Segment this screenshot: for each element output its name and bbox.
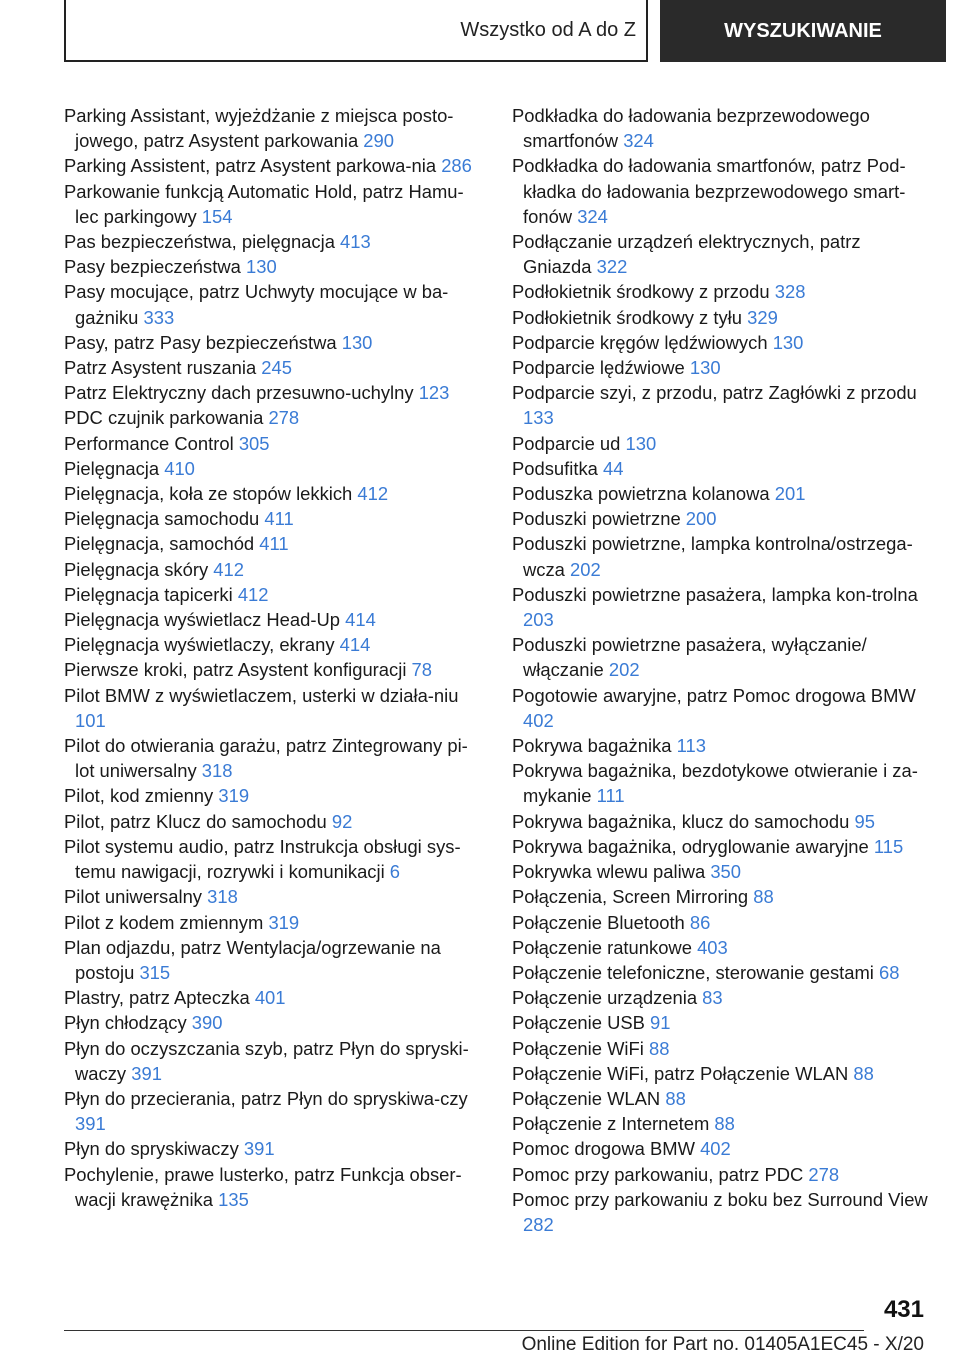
index-entry-text: Pokrywa bagażnika, odryglowanie awaryjne bbox=[512, 835, 869, 857]
index-entry bbox=[512, 305, 932, 330]
index-entry bbox=[64, 557, 484, 582]
page-reference-link[interactable]: 203 bbox=[523, 609, 554, 631]
index-entry bbox=[64, 153, 484, 178]
index-entry-text: Parkowanie funkcją Automatic Hold, patrz Hamu‐lec parkingowy bbox=[64, 180, 464, 227]
index-entry bbox=[512, 910, 932, 935]
index-entry bbox=[64, 254, 484, 279]
page-reference-link[interactable]: 329 bbox=[747, 306, 778, 328]
page-reference-link[interactable]: 411 bbox=[264, 508, 294, 530]
page-reference-link[interactable]: 290 bbox=[363, 130, 394, 152]
index-entry bbox=[64, 380, 484, 405]
page-reference-link[interactable]: 78 bbox=[411, 659, 432, 681]
page-reference-link[interactable]: 324 bbox=[577, 205, 608, 227]
index-entry-text: Połączenie USB bbox=[512, 1012, 645, 1034]
index-entry-text: Plastry, patrz Apteczka bbox=[64, 987, 250, 1009]
index-column-right bbox=[512, 103, 932, 1237]
index-entry-text: Pielęgnacja wyświetlacz Head-Up bbox=[64, 609, 340, 631]
search-tab-label: WYSZUKIWANIE bbox=[724, 19, 882, 42]
index-entry bbox=[512, 758, 932, 808]
index-entry bbox=[512, 456, 932, 481]
footer-text: Online Edition for Part no. 01405A1EC45 - X/20 bbox=[521, 1334, 924, 1355]
index-entry bbox=[64, 531, 484, 556]
index-entry bbox=[512, 506, 932, 531]
index-entry bbox=[512, 632, 932, 682]
index-entry bbox=[512, 809, 932, 834]
index-entry-text: Podłączanie urządzeń elektrycznych, patrz Gniazda bbox=[512, 231, 861, 278]
page-reference-link[interactable]: 130 bbox=[689, 357, 721, 379]
index-entry bbox=[64, 607, 484, 632]
page-reference-link[interactable]: 83 bbox=[702, 987, 723, 1009]
index-entry bbox=[64, 1162, 484, 1212]
index-entry bbox=[64, 733, 484, 783]
index-entry bbox=[64, 884, 484, 909]
index-entry-text: Połączenie telefoniczne, sterowanie gestami bbox=[512, 961, 874, 983]
page-reference-link[interactable]: 414 bbox=[339, 634, 371, 656]
index-entry-text: Połączenie z Internetem bbox=[512, 1113, 710, 1135]
page-reference-link[interactable]: 318 bbox=[207, 886, 238, 908]
index-entry-text: Pasy mocujące, patrz Uchwyty mocujące w ba‐gażniku bbox=[64, 281, 449, 328]
index-entry bbox=[64, 179, 484, 229]
page-reference-link[interactable]: 88 bbox=[714, 1113, 735, 1135]
index-entry-text: Pokrywa bagażnika, klucz do samochodu bbox=[512, 810, 850, 832]
section-title: Wszystko od A do Z bbox=[460, 18, 636, 41]
index-entry-text: Pilot BMW z wyświetlaczem, usterki w działa‐niu bbox=[64, 684, 459, 706]
page-reference-link[interactable]: 101 bbox=[75, 709, 106, 731]
index-entry-text: Pielęgnacja bbox=[64, 457, 160, 479]
page-reference-link[interactable]: 202 bbox=[570, 558, 601, 580]
index-entry-text: Pasy bezpieczeństwa bbox=[64, 256, 241, 278]
index-entry-text: Płyn chłodzący bbox=[64, 1012, 187, 1034]
index-entry bbox=[64, 1010, 484, 1035]
index-entry bbox=[64, 355, 484, 380]
index-entry bbox=[64, 683, 484, 733]
index-entry-text: Podparcie kręgów lędźwiowych bbox=[512, 331, 768, 353]
index-entry-text: Połączenie WLAN bbox=[512, 1087, 661, 1109]
index-entry bbox=[512, 103, 932, 153]
index-entry-text: Pilot z kodem zmiennym bbox=[64, 911, 264, 933]
index-entry bbox=[512, 431, 932, 456]
index-entry-text: Pilot do otwierania garażu, patrz Zintegrowany pi‐lot uniwersalny bbox=[64, 735, 468, 782]
index-entry-text: Parking Assistent, patrz Asystent parkowa‐nia bbox=[64, 155, 437, 177]
page-reference-link[interactable]: 88 bbox=[853, 1062, 874, 1084]
index-entry-text: Pielęgnacja wyświetlaczy, ekrany bbox=[64, 634, 335, 656]
index-entry-text: Pochylenie, prawe lusterko, patrz Funkcja obser‐wacji krawężnika bbox=[64, 1163, 462, 1210]
page-reference-link[interactable]: 319 bbox=[268, 911, 300, 933]
page-reference-link[interactable]: 318 bbox=[201, 760, 233, 782]
page-reference-link[interactable]: 135 bbox=[218, 1188, 249, 1210]
page-reference-link[interactable]: 278 bbox=[808, 1163, 840, 1185]
index-entry bbox=[512, 884, 932, 909]
page-reference-link[interactable]: 245 bbox=[261, 357, 292, 379]
page-reference-link[interactable]: 414 bbox=[345, 609, 376, 631]
page-reference-link[interactable]: 315 bbox=[139, 961, 171, 983]
index-entry-text: Pokrywka wlewu paliwa bbox=[512, 861, 706, 883]
page-reference-link[interactable]: 88 bbox=[753, 886, 774, 908]
index-entry bbox=[64, 657, 484, 682]
index-entry bbox=[512, 481, 932, 506]
index-entry bbox=[64, 809, 484, 834]
index-entry-text: Pielęgnacja tapicerki bbox=[64, 583, 233, 605]
index-entry-text: Pokrywa bagażnika bbox=[512, 735, 672, 757]
page-reference-link[interactable]: 202 bbox=[608, 659, 640, 681]
page-number: 431 bbox=[883, 1296, 924, 1323]
page-reference-link[interactable]: 286 bbox=[441, 155, 472, 177]
index-entry bbox=[512, 1111, 932, 1136]
index-entry bbox=[512, 1187, 932, 1237]
index-entry bbox=[512, 1136, 932, 1161]
page-reference-link[interactable]: 154 bbox=[201, 205, 233, 227]
footer bbox=[0, 1334, 960, 1356]
index-entry bbox=[512, 834, 932, 859]
index-entry-text: Poduszki powietrzne pasażera, wyłączanie/ włączanie bbox=[512, 634, 867, 681]
index-entry bbox=[64, 1036, 484, 1086]
index-entry bbox=[512, 531, 932, 581]
index-entry-text: Poduszka powietrzna kolanowa bbox=[512, 483, 770, 505]
page-reference-link[interactable]: 86 bbox=[689, 911, 711, 933]
index-entry bbox=[512, 380, 932, 430]
index-entry-text: Pasy, patrz Pasy bezpieczeństwa bbox=[64, 331, 337, 353]
index-entry-text: Płyn do spryskiwaczy bbox=[64, 1138, 239, 1160]
section-header bbox=[64, 0, 648, 62]
index-entry bbox=[512, 582, 932, 632]
page-reference-link[interactable]: 111 bbox=[596, 785, 625, 807]
index-entry-text: Połączenia, Screen Mirroring bbox=[512, 886, 749, 908]
page-reference-link[interactable]: 411 bbox=[259, 533, 289, 555]
index-entry bbox=[64, 405, 484, 430]
page-reference-link[interactable]: 6 bbox=[389, 861, 401, 883]
index-entry-text: Pierwsze kroki, patrz Asystent konfiguracji bbox=[64, 659, 407, 681]
index-entry bbox=[64, 783, 484, 808]
index-entry-text: Podłokietnik środkowy z tyłu bbox=[512, 306, 742, 328]
index-entry bbox=[512, 355, 932, 380]
index-entry-text: Performance Control bbox=[64, 432, 234, 454]
page-reference-link[interactable]: 200 bbox=[685, 508, 717, 530]
index-entry bbox=[64, 481, 484, 506]
index-entry-text: Poduszki powietrzne pasażera, lampka kon‐trolna bbox=[512, 583, 918, 605]
page-reference-link[interactable]: 412 bbox=[213, 558, 244, 580]
index-entry bbox=[64, 985, 484, 1010]
page-reference-link[interactable]: 401 bbox=[254, 987, 286, 1009]
index-entry-text: Pielęgnacja skóry bbox=[64, 558, 209, 580]
page-reference-link[interactable]: 44 bbox=[603, 457, 624, 479]
page-reference-link[interactable]: 282 bbox=[523, 1213, 554, 1235]
index-entry bbox=[64, 229, 484, 254]
page-reference-link[interactable]: 328 bbox=[774, 281, 806, 303]
index-entry bbox=[512, 683, 932, 733]
index-entry bbox=[512, 1086, 932, 1111]
page-reference-link[interactable]: 319 bbox=[218, 785, 250, 807]
page-reference-link[interactable]: 130 bbox=[772, 331, 804, 353]
index-column-left bbox=[64, 103, 484, 1212]
page-reference-link[interactable]: 278 bbox=[268, 407, 300, 429]
footer-divider bbox=[64, 1330, 864, 1331]
page-reference-link[interactable]: 133 bbox=[523, 407, 554, 429]
index-entry-text: Płyn do przecierania, patrz Płyn do spryskiwa‐czy bbox=[64, 1087, 468, 1109]
index-entry-text: PDC czujnik parkowania bbox=[64, 407, 264, 429]
page-reference-link[interactable]: 402 bbox=[700, 1138, 731, 1160]
index-entry-text: Połączenie Bluetooth bbox=[512, 911, 685, 933]
page-reference-link[interactable]: 324 bbox=[623, 130, 654, 152]
index-entry bbox=[64, 506, 484, 531]
page-reference-link[interactable]: 95 bbox=[854, 810, 875, 832]
page-reference-link[interactable]: 322 bbox=[596, 256, 628, 278]
page-reference-link[interactable]: 113 bbox=[676, 735, 706, 757]
index-entry-text: Płyn do oczyszczania szyb, patrz Płyn do spryski‐waczy bbox=[64, 1037, 469, 1084]
index-entry-text: Pas bezpieczeństwa, pielęgnacja bbox=[64, 231, 335, 253]
index-entry bbox=[512, 1036, 932, 1061]
page-reference-link[interactable]: 410 bbox=[164, 457, 195, 479]
index-entry bbox=[64, 582, 484, 607]
page-reference-link[interactable]: 130 bbox=[625, 432, 657, 454]
page-reference-link[interactable]: 391 bbox=[75, 1113, 106, 1135]
page-reference-link[interactable]: 88 bbox=[648, 1037, 670, 1059]
search-tab[interactable] bbox=[660, 0, 946, 62]
index-entry-text: Podparcie lędźwiowe bbox=[512, 357, 685, 379]
index-entry bbox=[512, 1061, 932, 1086]
index-entry bbox=[64, 431, 484, 456]
index-entry-text: Połączenie urządzenia bbox=[512, 987, 698, 1009]
page-reference-link[interactable]: 130 bbox=[245, 256, 277, 278]
index-entry-text: Podparcie szyi, z przodu, patrz Zagłówki z przodu bbox=[512, 382, 917, 404]
page-reference-link[interactable]: 390 bbox=[191, 1012, 223, 1034]
page-reference-link[interactable]: 91 bbox=[650, 1012, 671, 1034]
index-entry bbox=[64, 910, 484, 935]
index-entry bbox=[64, 456, 484, 481]
index-entry-text: Pilot, patrz Klucz do samochodu bbox=[64, 810, 327, 832]
page-reference-link[interactable]: 412 bbox=[237, 583, 269, 605]
index-entry-text: Plan odjazdu, patrz Wentylacja/ogrzewanie na postoju bbox=[64, 936, 441, 983]
index-entry-text: Połączenie WiFi, patrz Połączenie WLAN bbox=[512, 1062, 849, 1084]
index-entry-text: Podłokietnik środkowy z przodu bbox=[512, 281, 770, 303]
index-entry bbox=[512, 733, 932, 758]
index-entry-text: Podkładka do ładowania bezprzewodowego smartfonów bbox=[512, 105, 870, 152]
page-reference-link[interactable]: 333 bbox=[143, 306, 175, 328]
index-entry-text: Pilot, kod zmienny bbox=[64, 785, 214, 807]
index-entry bbox=[64, 632, 484, 657]
index-entry bbox=[512, 859, 932, 884]
page-reference-link[interactable]: 350 bbox=[710, 861, 741, 883]
index-entry-text: Patrz Elektryczny dach przesuwno-uchylny bbox=[64, 382, 414, 404]
page-reference-link[interactable]: 412 bbox=[357, 483, 389, 505]
index-entry bbox=[512, 279, 932, 304]
index-entry bbox=[512, 330, 932, 355]
index-entry-text: Pielęgnacja samochodu bbox=[64, 508, 260, 530]
page-reference-link[interactable]: 391 bbox=[243, 1138, 275, 1160]
index-entry-text: Podparcie ud bbox=[512, 432, 621, 454]
index-entry-text: Pomoc przy parkowaniu, patrz PDC bbox=[512, 1163, 804, 1185]
index-entry bbox=[64, 103, 484, 153]
index-entry bbox=[64, 1136, 484, 1161]
page-reference-link[interactable]: 201 bbox=[774, 483, 806, 505]
index-entry-text: Pielęgnacja, koła ze stopów lekkich bbox=[64, 483, 353, 505]
index-entry-text: Pomoc przy parkowaniu z boku bez Surround View bbox=[512, 1188, 928, 1210]
index-entry-text: Poduszki powietrzne bbox=[512, 508, 681, 530]
index-entry-text: Pilot uniwersalny bbox=[64, 886, 202, 908]
index-entry bbox=[512, 1162, 932, 1187]
index-entry bbox=[64, 279, 484, 329]
page-reference-link[interactable]: 123 bbox=[418, 382, 450, 404]
index-entry bbox=[64, 330, 484, 355]
index-entry bbox=[512, 935, 932, 960]
index-entry bbox=[512, 1010, 932, 1035]
page-reference-link[interactable]: 115 bbox=[873, 835, 904, 857]
index-entry-text: Podsufitka bbox=[512, 457, 598, 479]
index-entry-text: Parking Assistant, wyjeżdżanie z miejsca posto‐jowego, patrz Asystent parkowania bbox=[64, 105, 454, 152]
page-reference-link[interactable]: 88 bbox=[665, 1087, 686, 1109]
index-entry-text: Połączenie WiFi bbox=[512, 1037, 644, 1059]
index-entry-text: Pogotowie awaryjne, patrz Pomoc drogowa BMW bbox=[512, 684, 916, 706]
index-entry-text: Pielęgnacja, samochód bbox=[64, 533, 255, 555]
index-entry bbox=[512, 229, 932, 279]
index-entry-text: Podkładka do ładowania smartfonów, patrz Pod‐kładka do ładowania bezprzewodowego smart‐fonów bbox=[512, 155, 906, 227]
index-entry-text: Poduszki powietrzne, lampka kontrolna/ostrzega‐wcza bbox=[512, 533, 913, 580]
index-entry-text: Pilot systemu audio, patrz Instrukcja obsługi sys‐temu nawigacji, rozrywki i komunikacji bbox=[64, 835, 461, 883]
index-entry bbox=[64, 1086, 484, 1136]
index-entry bbox=[512, 960, 932, 985]
page-reference-link[interactable]: 391 bbox=[131, 1062, 162, 1084]
index-entry-text: Pokrywa bagażnika, bezdotykowe otwieranie i za‐mykanie bbox=[512, 760, 918, 807]
page-reference-link[interactable]: 402 bbox=[523, 709, 554, 731]
page-reference-link[interactable]: 413 bbox=[340, 231, 371, 253]
index-entry-text: Pomoc drogowa BMW bbox=[512, 1138, 695, 1160]
index-entry bbox=[512, 985, 932, 1010]
page-reference-link[interactable]: 305 bbox=[238, 432, 270, 454]
index-entry bbox=[64, 834, 484, 884]
index-entry-text: Patrz Asystent ruszania bbox=[64, 357, 257, 379]
page-reference-link[interactable]: 403 bbox=[697, 936, 728, 958]
page-reference-link[interactable]: 68 bbox=[879, 961, 900, 983]
index-entry bbox=[64, 935, 484, 985]
page-reference-link[interactable]: 92 bbox=[331, 810, 353, 832]
index-entry-text: Połączenie ratunkowe bbox=[512, 936, 692, 958]
index-entry bbox=[512, 153, 932, 229]
page-reference-link[interactable]: 130 bbox=[341, 331, 373, 353]
